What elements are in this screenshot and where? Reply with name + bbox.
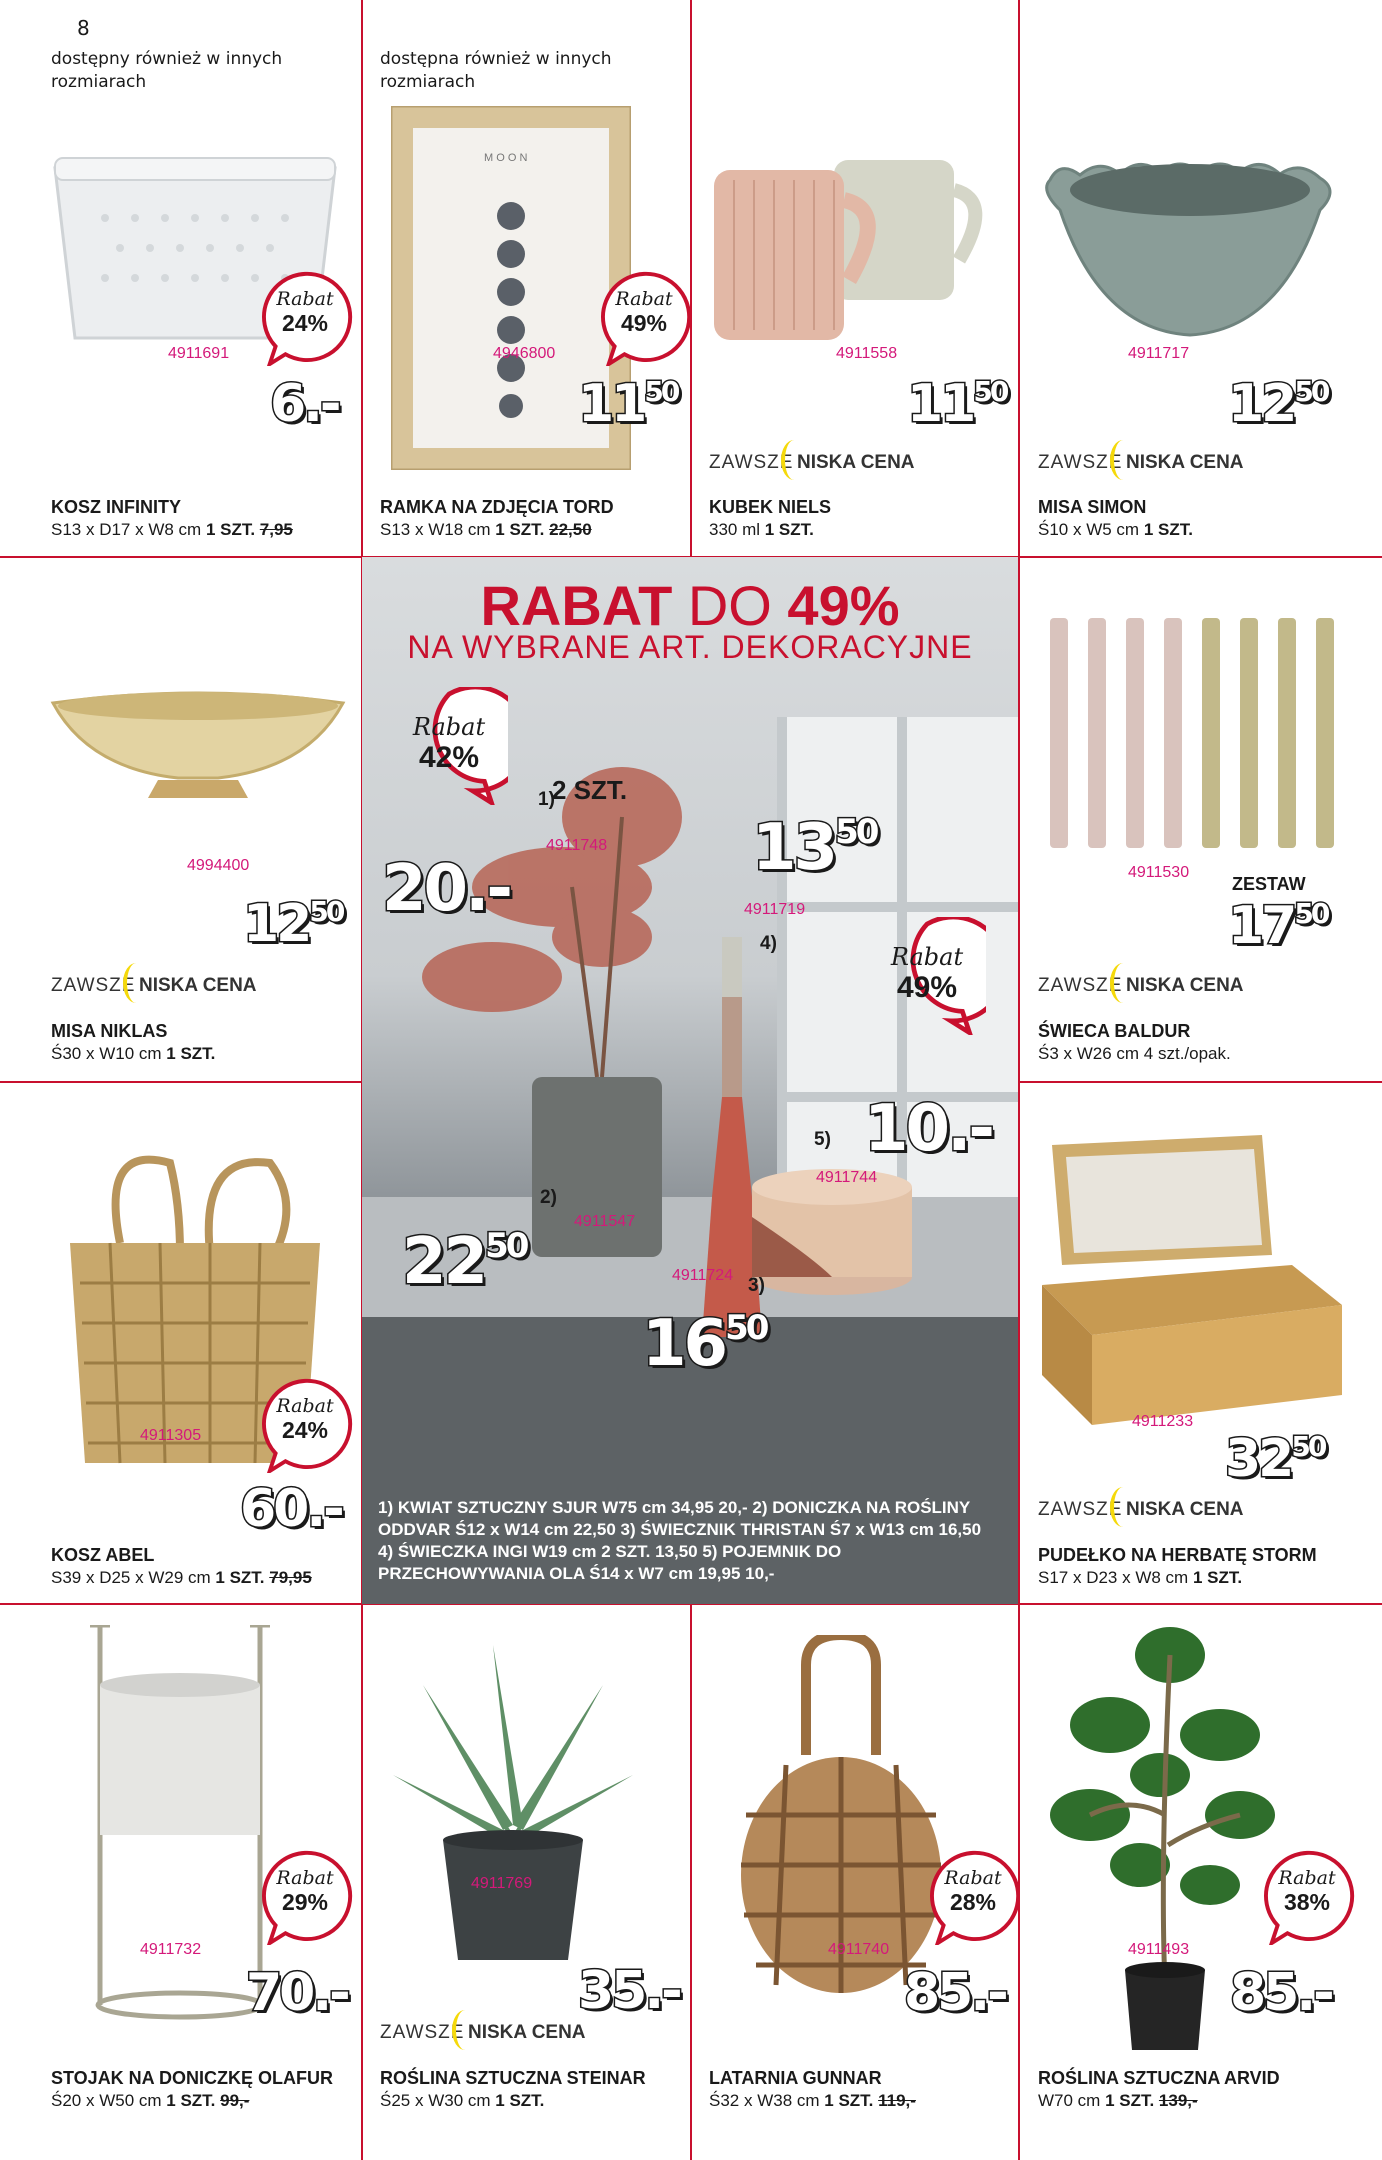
zawsze-niska-cena-logo: ZAWSZE NISKA CENA	[709, 440, 929, 480]
product-code: 4911558	[836, 345, 898, 362]
availability-note: dostępny również w innych rozmiarach	[51, 49, 283, 92]
product-code: 4946800	[493, 345, 556, 362]
discount-badge-promo-2: Rabat 49%	[868, 917, 986, 1035]
price: 60.-	[240, 1479, 342, 1539]
product-desc: Ś30 x W10 cm 1 SZT.	[51, 1044, 216, 1063]
zawsze-niska-cena-logo: ZAWSZE NISKA CENA	[51, 963, 271, 1003]
price: 1250	[243, 894, 343, 954]
product-desc: S17 x D23 x W8 cm 1 SZT.	[1038, 1568, 1243, 1587]
product-name: MISA SIMON	[1038, 497, 1147, 517]
promo-price-4: 2250	[402, 1225, 527, 1299]
product-code: 4911233	[1132, 1413, 1194, 1430]
discount-badge-promo-1: Rabat 42%	[390, 687, 508, 805]
product-card-swieca-baldur[interactable]	[1020, 558, 1382, 1081]
product-code: 4911530	[1128, 864, 1190, 881]
promo-price-2: 1350	[752, 811, 877, 885]
product-name: KOSZ ABEL	[51, 1545, 155, 1565]
promo-qty-label: 2 SZT.	[552, 775, 628, 805]
product-code: 4911717	[1128, 345, 1190, 362]
promo-label-2: 2)	[540, 1187, 557, 1208]
discount-badge: Rabat 28%	[924, 1847, 1018, 1945]
product-name: KUBEK NIELS	[709, 497, 832, 517]
product-image-bowl	[1040, 150, 1340, 340]
product-image-mugs	[704, 150, 1004, 350]
frame-text: M O O N	[484, 152, 528, 164]
product-card-misa-simon[interactable]	[1020, 0, 1382, 556]
price: 35.-	[578, 1961, 680, 2021]
product-desc: 330 ml 1 SZT.	[709, 520, 814, 539]
promo-label-4: 4)	[760, 933, 777, 954]
product-name: KOSZ INFINITY	[51, 497, 181, 517]
product-card-misa-niklas[interactable]	[0, 558, 361, 1081]
promo-price-3: 10.-	[864, 1092, 992, 1166]
price: 70.-	[246, 1963, 348, 2023]
price: 6.-	[270, 374, 339, 434]
product-code: 4911769	[471, 1875, 533, 1892]
zawsze-niska-cena-logo: ZAWSZE NISKA CENA	[1038, 440, 1258, 480]
promo-code-5: 4911744	[816, 1169, 878, 1186]
product-code: 4911732	[140, 1941, 202, 1958]
product-name: LATARNIA GUNNAR	[709, 2068, 882, 2088]
product-desc: Ś32 x W38 cm 1 SZT. 119,-	[709, 2091, 916, 2110]
product-card-kosz-infinity[interactable]	[0, 0, 361, 556]
availability-note: dostępna również w innych rozmiarach	[380, 49, 612, 92]
price: 85.-	[1230, 1963, 1332, 2023]
product-name: ROŚLINA SZTUCZNA ARVID	[1038, 2068, 1280, 2088]
discount-badge: Rabat 24%	[256, 268, 354, 366]
discount-badge: Rabat 49%	[595, 268, 690, 366]
product-card-latarnia-gunnar[interactable]	[692, 1605, 1018, 2160]
product-card-kosz-abel[interactable]	[0, 1083, 361, 1603]
product-name: ŚWIECA BALDUR	[1038, 1021, 1191, 1041]
product-card-roslina-steinar[interactable]	[363, 1605, 690, 2160]
promo-label-5: 5)	[814, 1129, 831, 1150]
page-number: 8	[77, 16, 90, 40]
product-code: 4911691	[168, 345, 230, 362]
price: 1150	[578, 374, 678, 434]
promo-code-2: 4911547	[574, 1213, 636, 1230]
zawsze-niska-cena-logo: ZAWSZE NISKA CENA	[1038, 1487, 1258, 1527]
product-desc: Ś3 x W26 cm 4 szt./opak.	[1038, 1044, 1231, 1063]
product-code: 4994400	[187, 857, 250, 874]
product-code: 4911740	[828, 1941, 890, 1958]
product-card-ramka-tord[interactable]	[363, 0, 690, 556]
promo-label-1: 1)	[538, 789, 555, 810]
discount-badge: Rabat 24%	[256, 1375, 354, 1473]
product-name: MISA NIKLAS	[51, 1021, 168, 1041]
product-desc: S13 x W18 cm 1 SZT. 22,50	[380, 520, 592, 539]
zawsze-niska-cena-logo: ZAWSZE NISKA CENA	[380, 2010, 600, 2050]
price: 85.-	[904, 1963, 1006, 2023]
product-image-bamboo-bowl	[48, 688, 348, 808]
product-card-pudelko-storm[interactable]	[1020, 1083, 1382, 1603]
product-code: 4911493	[1128, 1941, 1190, 1958]
promo-code-3: 4911724	[672, 1267, 734, 1284]
promo-description: 1) KWIAT SZTUCZNY SJUR W75 cm 34,95 20,- 2) DONICZKA NA ROŚLINY ODDVAR Ś12 x W14 cm 22,50 3) ŚWIECZNIK THRISTAN Ś7 x W13 cm 16,50 4) ŚWIECZKA INGI W19 cm 2 SZT. 13,50 5) POJEMNIK DO PRZECHOWYWANIA OLA Ś14 x W7 cm 19,95 10,-	[378, 1498, 982, 1583]
zestaw-label: ZESTAW	[1232, 874, 1306, 894]
product-image-candles	[1038, 598, 1358, 858]
price: 1150	[907, 374, 1007, 434]
product-image-plant-stand	[90, 1625, 270, 2025]
product-card-kubek-niels[interactable]	[692, 0, 1018, 556]
promo-price-1: 20.-	[382, 852, 510, 926]
promo-title: RABAT DO 49%	[480, 574, 900, 637]
product-desc: W70 cm 1 SZT. 139,-	[1038, 2091, 1198, 2110]
discount-badge: Rabat 29%	[256, 1847, 354, 1945]
zawsze-niska-cena-logo: ZAWSZE NISKA CENA	[1038, 963, 1258, 1003]
product-desc: Ś25 x W30 cm 1 SZT.	[380, 2091, 545, 2110]
product-card-stojak-olafur[interactable]	[0, 1605, 361, 2160]
product-desc: Ś20 x W50 cm 1 SZT. 99,-	[51, 2091, 250, 2110]
product-desc: Ś10 x W5 cm 1 SZT.	[1038, 520, 1193, 539]
promo-code-1: 4911748	[546, 837, 608, 854]
product-name: STOJAK NA DONICZKĘ OLAFUR	[51, 2068, 334, 2088]
price: 3250	[1225, 1429, 1325, 1489]
product-desc: S13 x D17 x W8 cm 1 SZT. 7,95	[51, 520, 293, 539]
price: 1250	[1228, 374, 1328, 434]
product-name: RAMKA NA ZDJĘCIA TORD	[380, 497, 614, 517]
product-card-roslina-arvid[interactable]	[1020, 1605, 1382, 2160]
product-name: PUDEŁKO NA HERBATĘ STORM	[1038, 1545, 1317, 1565]
promo-panel[interactable]	[362, 557, 1018, 1604]
discount-badge: Rabat 38%	[1258, 1847, 1356, 1945]
promo-label-3: 3)	[748, 1275, 765, 1296]
promo-price-5: 1650	[642, 1307, 767, 1381]
product-name: ROŚLINA SZTUCZNA STEINAR	[380, 2068, 646, 2088]
product-image-tea-box	[1032, 1135, 1352, 1435]
promo-subtitle: NA WYBRANE ART. DEKORACYJNE	[407, 629, 973, 665]
product-image-agave	[383, 1625, 643, 1965]
price: 1750	[1228, 896, 1328, 956]
product-code: 4911305	[140, 1427, 202, 1444]
promo-code-4: 4911719	[744, 901, 806, 918]
product-desc: S39 x D25 x W29 cm 1 SZT. 79,95	[51, 1568, 312, 1587]
